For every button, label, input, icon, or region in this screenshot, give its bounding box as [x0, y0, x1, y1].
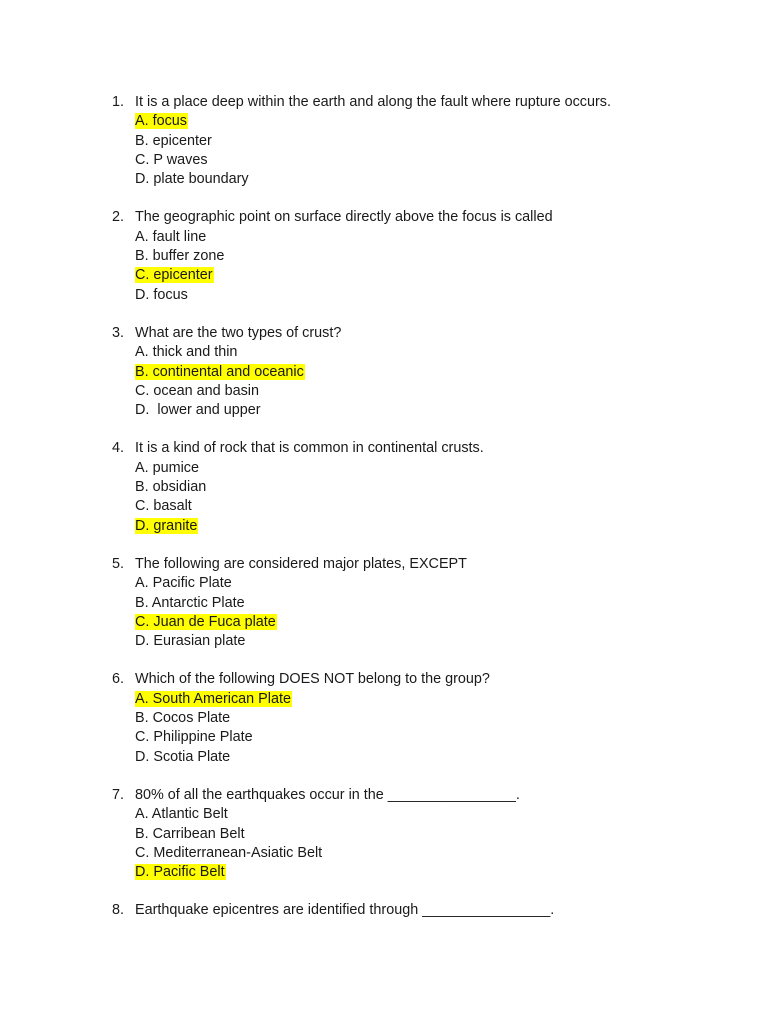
answer-text: A. fault line: [135, 228, 207, 245]
answer-option: [135, 170, 752, 189]
answer-option: [135, 728, 752, 747]
question-text: 80% of all the earthquakes occur in the ________________.: [135, 786, 520, 803]
answer-text: C. basalt: [135, 498, 192, 515]
answer-options: [112, 228, 752, 305]
question-8: [112, 901, 752, 920]
highlighted-answer-text: D. Pacific Belt: [135, 864, 225, 881]
question-list: [112, 93, 752, 940]
answer-text: C. P waves: [135, 151, 208, 168]
answer-options: [112, 112, 752, 189]
answer-text: B. epicenter: [135, 132, 212, 149]
answer-option: [135, 805, 752, 824]
question-number: 2.: [112, 209, 125, 226]
question-number: 6.: [112, 671, 125, 688]
answer-options: [112, 574, 752, 651]
question-text: What are the two types of crust?: [135, 324, 342, 341]
correct-answer-option: [135, 613, 752, 632]
answer-text: C. Philippine Plate: [135, 729, 253, 746]
highlighted-answer-text: C. Juan de Fuca plate: [135, 613, 276, 630]
highlighted-answer-text: C. epicenter: [135, 267, 213, 284]
answer-text: B. Cocos Plate: [135, 710, 231, 727]
question-text: The geographic point on surface directly above the focus is called: [135, 209, 553, 226]
question-3: [112, 324, 752, 420]
answer-option: [135, 497, 752, 516]
question-stem: [112, 786, 752, 805]
answer-text: B. obsidian: [135, 479, 207, 496]
question-text: Which of the following DOES NOT belong to the group?: [135, 671, 490, 688]
answer-option: [135, 228, 752, 247]
answer-text: C. Mediterranean-Asiatic Belt: [135, 844, 323, 861]
answer-option: [135, 343, 752, 362]
answer-option: [135, 478, 752, 497]
answer-option: [135, 382, 752, 401]
correct-answer-option: [135, 517, 752, 536]
correct-answer-option: [135, 363, 752, 382]
answer-options: [112, 459, 752, 536]
highlighted-answer-text: A. focus: [135, 113, 187, 130]
question-7: [112, 786, 752, 882]
answer-option: [135, 459, 752, 478]
answer-option: [135, 574, 752, 593]
answer-option: [135, 286, 752, 305]
answer-option: [135, 748, 752, 767]
answer-option: [135, 632, 752, 651]
question-text: It is a place deep within the earth and along the fault where rupture occurs.: [135, 94, 611, 110]
highlighted-answer-text: D. granite: [135, 517, 198, 534]
question-text: It is a kind of rock that is common in continental crusts.: [135, 440, 484, 457]
answer-option: [135, 132, 752, 151]
correct-answer-option: [135, 690, 752, 709]
highlighted-answer-text: A. South American Plate: [135, 690, 291, 707]
question-number: 5.: [112, 555, 125, 572]
question-5: [112, 555, 752, 651]
question-number: 7.: [112, 786, 125, 803]
answer-option: [135, 151, 752, 170]
answer-options: [112, 805, 752, 882]
question-stem: [112, 670, 752, 689]
question-stem: [112, 901, 752, 920]
answer-option: [135, 247, 752, 266]
question-6: [112, 670, 752, 766]
question-1: [112, 93, 752, 189]
question-number: 8.: [112, 902, 125, 919]
answer-option: [135, 594, 752, 613]
question-2: [112, 208, 752, 304]
answer-text: B. Carribean Belt: [135, 825, 245, 842]
correct-answer-option: [135, 266, 752, 285]
answer-text: A. Pacific Plate: [135, 575, 232, 592]
question-stem: [112, 439, 752, 458]
correct-answer-option: [135, 863, 752, 882]
answer-option: [135, 401, 752, 420]
question-stem: [112, 324, 752, 343]
answer-text: D. lower and upper: [135, 402, 261, 419]
question-4: [112, 439, 752, 535]
answer-options: [112, 343, 752, 420]
question-text: The following are considered major plates, EXCEPT: [135, 555, 467, 572]
question-stem: [112, 208, 752, 227]
correct-answer-option: [135, 112, 752, 131]
answer-options: [112, 690, 752, 767]
answer-text: A. Atlantic Belt: [135, 806, 228, 823]
answer-option: [135, 844, 752, 863]
question-number: 1.: [112, 94, 125, 110]
question-stem: [112, 93, 752, 112]
answer-option: [135, 709, 752, 728]
answer-text: B. Antarctic Plate: [135, 594, 245, 611]
question-text: Earthquake epicentres are identified through ________________.: [135, 902, 555, 919]
answer-option: [135, 825, 752, 844]
highlighted-answer-text: B. continental and oceanic: [135, 363, 304, 380]
answer-text: A. pumice: [135, 459, 199, 476]
answer-text: B. buffer zone: [135, 248, 225, 265]
answer-text: D. plate boundary: [135, 171, 249, 188]
answer-text: D. focus: [135, 286, 188, 303]
question-number: 4.: [112, 440, 125, 457]
question-number: 3.: [112, 324, 125, 341]
answer-text: D. Scotia Plate: [135, 748, 231, 765]
answer-text: C. ocean and basin: [135, 382, 260, 399]
question-stem: [112, 555, 752, 574]
answer-text: D. Eurasian plate: [135, 633, 246, 650]
answer-text: A. thick and thin: [135, 344, 238, 361]
